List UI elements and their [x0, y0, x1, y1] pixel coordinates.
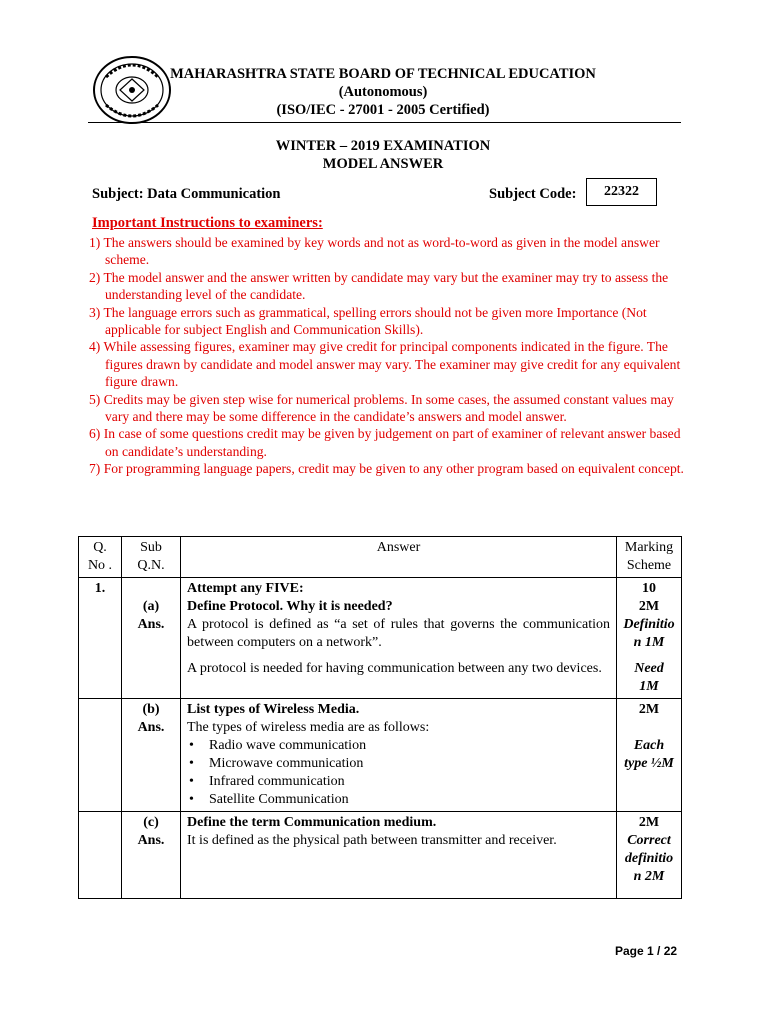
subject-name: Subject: Data Communication: [92, 186, 281, 202]
instructions-title: Important Instructions to examiners:: [92, 215, 323, 231]
q1b-marks-cell: [617, 699, 682, 812]
instruction-item: 7) For programming language papers, credit may be given to any other program based on equivalent concept.: [89, 461, 684, 477]
table-row: [79, 699, 682, 812]
q1b-ans-label: Ans.: [137, 720, 165, 735]
wireless-media-list: [187, 737, 610, 809]
q1c-answer-cell: [181, 812, 617, 899]
q1a-scheme2: Need 1M: [634, 661, 664, 694]
board-autonomous: (Autonomous): [338, 84, 428, 100]
list-item: • Infrared communication: [209, 773, 610, 791]
header-answer: Answer: [181, 537, 617, 578]
list-item: • Satellite Communication: [209, 791, 610, 809]
instruction-item: 1) The answers should be examined by key words and not as word-to-word as given in the model answer scheme.: [89, 235, 660, 268]
q1a-marks-cell: [617, 578, 682, 699]
table-row: [79, 578, 682, 699]
q1a-para1: A protocol is defined as “a set of rules that governs the communication between computers on a network”.: [187, 617, 610, 650]
q1a-answer-cell: [181, 578, 617, 699]
q1b-intro: The types of wireless media are as follows:: [187, 720, 430, 735]
subject-code-box: 22322: [586, 178, 657, 206]
q1-marks: 10: [642, 581, 656, 596]
board-name: MAHARASHTRA STATE BOARD OF TECHNICAL EDUCATION: [170, 66, 596, 82]
q1-title: Attempt any FIVE:: [187, 581, 304, 596]
q1c-sub: (c): [143, 815, 159, 830]
q1a-marks: 2M: [638, 599, 660, 614]
instruction-item: 3) The language errors such as grammatical, spelling errors should not be given more Importance (Not applicable for subject English and Communication Skills).: [89, 304, 647, 338]
header-subqn: Sub Q.N.: [122, 537, 181, 578]
list-item: • Microwave communication: [209, 755, 610, 773]
exam-subtitle: MODEL ANSWER: [322, 156, 444, 172]
instruction-item: 4) While assessing figures, examiner may give credit for principal components indicated in the figure. The figures drawn by candidate and model answer may vary. The examiner may give credit for any equivalent figure drawn.: [89, 339, 681, 390]
table-row: [79, 812, 682, 899]
exam-title: WINTER – 2019 EXAMINATION: [275, 138, 491, 154]
q1c-ans-label: Ans.: [137, 833, 165, 848]
q1-number: 1.: [79, 578, 122, 699]
q1b-sub: (b): [142, 702, 160, 717]
q1a-sub: (a): [142, 599, 160, 614]
q1c-scheme: Correct definitio n 2M: [624, 833, 674, 884]
subject-code-label: Subject Code:: [489, 186, 577, 202]
instruction-item: 6) In case of some questions credit may be given by judgement on part of examiner of relevant answer based on candidate’s understanding.: [89, 426, 681, 459]
q1a-scheme1: Definitio n 1M: [623, 617, 675, 650]
q1a-ans-label: Ans.: [137, 617, 165, 632]
header-qno: Q. No .: [79, 537, 122, 578]
q1b-answer-cell: [181, 699, 617, 812]
instructions-list: [89, 234, 689, 478]
table-header-row: [79, 537, 682, 578]
q1a-para2: A protocol is needed for having communication between any two devices.: [187, 661, 602, 676]
header-divider: [88, 122, 681, 123]
q1c-marks: 2M: [638, 815, 660, 830]
q1b-question: List types of Wireless Media.: [187, 702, 360, 717]
board-certification: (ISO/IEC - 27001 - 2005 Certified): [276, 102, 490, 118]
answer-table: [78, 536, 682, 899]
q1a-question: Define Protocol. Why it is needed?: [187, 599, 393, 614]
page-number: Page 1 / 22: [615, 944, 678, 958]
list-item: • Radio wave communication: [209, 737, 610, 755]
instruction-item: 5) Credits may be given step wise for numerical problems. In some cases, the assumed constant values may vary and there may be some difference in the candidate’s answers and model answer.: [89, 391, 674, 425]
q1b-sub-cell: [122, 699, 181, 812]
q1c-sub-cell: [122, 812, 181, 899]
q1c-marks-cell: [617, 812, 682, 899]
q1c-text: It is defined as the physical path between transmitter and receiver.: [187, 833, 557, 848]
q1b-marks: 2M: [638, 702, 660, 717]
q1b-scheme: Each type ½M: [624, 738, 674, 771]
instruction-item: 2) The model answer and the answer written by candidate may vary but the examiner may try to assess the understanding level of the candidate.: [89, 269, 669, 303]
q1c-question: Define the term Communication medium.: [187, 815, 437, 830]
header-marking: Marking Scheme: [617, 537, 682, 578]
q1a-sub-cell: [122, 578, 181, 699]
